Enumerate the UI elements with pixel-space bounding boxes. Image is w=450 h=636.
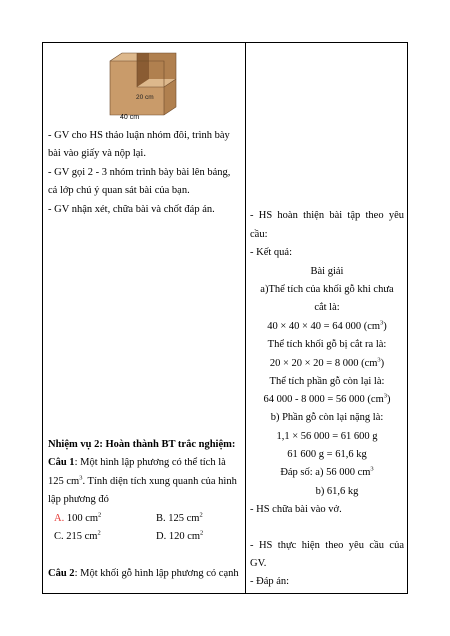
hs-fix-notes: - HS chữa bài vào vở. [250,504,342,515]
calc-volume-cut [250,357,404,370]
result-label: - Kết quả: [250,247,292,258]
part-b-label: b) Phần gỗ còn lại nặng là: [270,412,384,423]
calc-volume-total [250,320,404,333]
solution-title: Bài giải [310,266,344,277]
part-a-line-2: cắt là: [314,302,340,313]
option-c-exp: 2 [97,529,101,537]
teacher-activity-column [48,43,240,593]
option-b-value: B. 125 cm [156,513,200,524]
question-1-volume-unit-exp: 3 [79,474,83,482]
cutout-side [149,53,176,79]
part-a-line-1: a)Thể tích của khối gỗ khi chưa [260,284,394,295]
hs-complete-line-1: - HS hoàn thiện bài tập theo yêu [250,210,404,221]
inner-dimension-label: 20 cm [136,94,154,101]
question-1-volume: 125 cm [48,476,80,487]
option-d [156,530,203,543]
step-2: bài vào giấy và nộp lại. [48,148,146,159]
cut-volume-label: Thể tích khối gỗ bị cắt ra là: [267,339,387,350]
question-1-line-2 [48,475,237,488]
hs-follow-line-1: - HS thực hiện theo yêu cầu của [250,540,404,551]
cube-illustration [106,49,186,119]
cube-figure [106,49,186,119]
task-heading: Nhiệm vụ 2: Hoàn thành BT trắc nghiệm: [48,439,236,450]
option-a [54,512,101,525]
question-1-line-1 [48,456,226,469]
calc-volume-remain-close: ) [387,394,391,405]
step-5: - GV nhận xét, chữa bài và chốt đáp án. [48,204,215,215]
calc-volume-total-exp: 3 [380,319,384,327]
answer-a-text: Đáp số: a) 56 000 cm [280,467,371,478]
hs-follow-line-2: GV. [250,558,267,569]
question-2-label: Câu 2 [48,568,75,579]
calc-weight-g: 1,1 × 56 000 = 61 600 g [276,431,378,442]
question-1-text-2: . Tính diện tích xung quanh của hình [82,476,237,487]
question-1-label: Câu 1 [48,457,75,468]
option-a-value: 100 cm [66,513,99,524]
option-c-value: C. 215 cm [54,531,98,542]
remain-volume-label: Thể tích phần gỗ còn lại là: [269,376,385,387]
step-1: - GV cho HS thảo luận nhóm đôi, trình bày [48,130,230,141]
calc-volume-cut-text: 20 × 20 × 20 = 8 000 (cm [269,358,378,369]
calc-weight-kg: 61 600 g = 61,6 kg [287,449,367,460]
step-4: cả lớp chú ý quan sát bài của bạn. [48,185,190,196]
calc-volume-total-text: 40 × 40 × 40 = 64 000 (cm [267,321,381,332]
option-a-exp: 2 [98,511,102,519]
answer-b: b) 61,6 kg [315,486,359,497]
hs-complete-line-2: cầu: [250,229,268,240]
student-activity-column [250,43,404,593]
question-2-text: : Một khối gỗ hình lập phương có cạnh [74,568,239,579]
step-3: - GV gọi 2 - 3 nhóm trình bày bài lên bảng, [48,167,231,178]
calc-volume-total-close: ) [383,321,387,332]
question-1-line-3: lập phương đó [48,494,109,505]
answer-a-exp: 3 [370,465,374,473]
calc-volume-cut-exp: 3 [377,356,381,364]
lesson-table [42,42,408,594]
option-c [54,530,101,543]
calc-volume-remain [250,393,404,406]
option-d-value: D. 120 cm [156,531,201,542]
option-b [156,512,203,525]
option-a-letter: A. [54,513,67,524]
question-2-line-1 [48,567,239,580]
calc-volume-cut-close: ) [380,358,385,369]
option-d-exp: 2 [200,529,204,537]
column-divider [245,43,246,593]
calc-volume-remain-text: 64 000 - 8 000 = 56 000 (cm [263,394,384,405]
calc-volume-remain-exp: 3 [383,392,387,400]
answer-a [250,466,404,479]
question-1-text: : Một hình lập phương có thể tích là [74,457,226,468]
outer-dimension-label: 40 cm [120,114,140,121]
option-b-exp: 2 [199,511,203,519]
answer-key-label: - Đáp án: [250,576,290,587]
